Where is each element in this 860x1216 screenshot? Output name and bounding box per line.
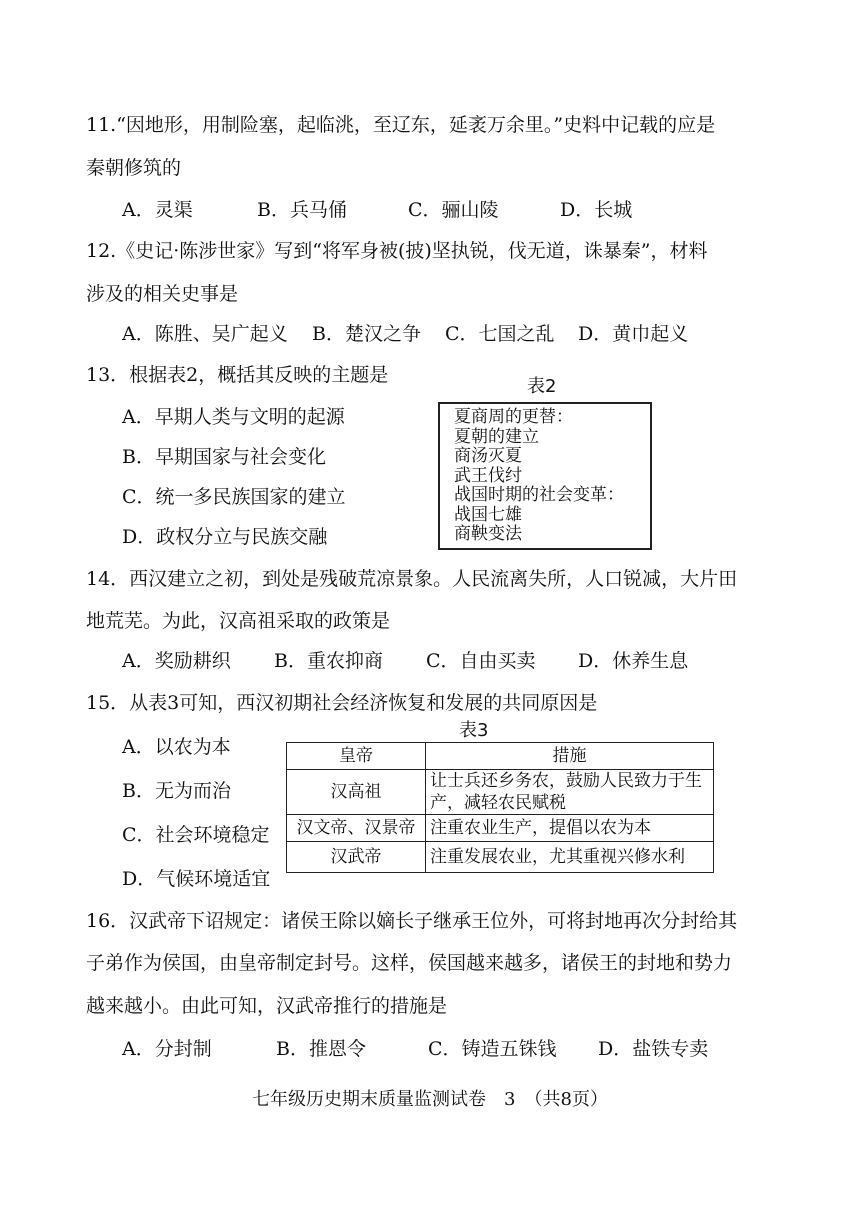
- q13-option-c: C．统一多民族国家的建立: [122, 486, 346, 508]
- q16-option-d: D．盐铁专卖: [598, 1038, 709, 1060]
- q12-option-a: A．陈胜、吴广起义: [122, 323, 288, 345]
- q14-option-a: A．奖励耕织: [122, 650, 231, 672]
- table3-header-emperor: 皇帝: [287, 743, 426, 770]
- q11-stem-line2: 秦朝修筑的: [86, 157, 182, 179]
- table2-line: 战国七雄: [454, 504, 522, 525]
- q15-option-c: C．社会环境稳定: [122, 824, 270, 846]
- q14-stem-line1: 14．西汉建立之初，到处是残破荒凉景象。人民流离失所，人口锐减，大片田: [86, 568, 738, 590]
- table3: [286, 742, 714, 873]
- q11-option-a: A．灵渠: [122, 199, 193, 221]
- table3-header-row: [287, 743, 714, 770]
- q15-stem: 15．从表3可知，西汉初期社会经济恢复和发展的共同原因是: [86, 692, 598, 714]
- q12-option-b: B．楚汉之争: [312, 323, 421, 345]
- table3-emperor-cell: 汉高祖: [287, 770, 426, 815]
- table3-measure-cell: 注重农业生产，提倡以农为本: [426, 815, 714, 842]
- table2-line: 商鞅变法: [454, 524, 522, 544]
- q11-stem-line1: 11.“因地形，用制险塞，起临洮，至辽东，延袤万余里。”史料中记载的应是: [86, 114, 716, 136]
- q11-option-b: B．兵马俑: [257, 199, 347, 221]
- q15-option-a: A．以农为本: [122, 736, 231, 758]
- table-row: [287, 770, 714, 815]
- table2-box: [438, 402, 652, 550]
- table2-caption: 表2: [527, 376, 557, 397]
- q12-option-c: C．七国之乱: [445, 323, 555, 345]
- q13-stem: 13．根据表2，概括其反映的主题是: [86, 364, 389, 386]
- table3-emperor-cell: 汉文帝、汉景帝: [287, 815, 426, 842]
- q14-option-d: D．休养生息: [578, 650, 689, 672]
- q13-option-a: A．早期人类与文明的起源: [122, 406, 345, 428]
- table2-line: 商汤灭夏: [454, 446, 522, 466]
- q12-option-d: D．黄巾起义: [578, 323, 689, 345]
- q11-option-d: D．长城: [560, 199, 633, 221]
- q12-stem-line2: 涉及的相关史事是: [86, 283, 239, 305]
- table2-line: 夏商周的更替：: [454, 407, 573, 427]
- q16-stem-line3: 越来越小。由此可知，汉武帝推行的措施是: [86, 995, 448, 1017]
- table3-measure-cell: 注重发展农业，尤其重视兴修水利: [426, 842, 714, 873]
- q15-option-d: D．气候环境适宜: [122, 868, 271, 890]
- q13-option-d: D．政权分立与民族交融: [122, 526, 328, 548]
- q14-option-b: B．重农抑商: [274, 650, 383, 672]
- q16-option-c: C．铸造五铢钱: [428, 1038, 557, 1060]
- q14-option-c: C．自由买卖: [426, 650, 536, 672]
- table2-line: 武王伐纣: [454, 465, 522, 486]
- table3-emperor-cell: 汉武帝: [287, 842, 426, 873]
- page-footer: 七年级历史期末质量监测试卷 3 （共8页）: [252, 1089, 608, 1110]
- table3-measure-cell: 让士兵还乡务农，鼓励人民致力于生产，减轻农民赋税: [426, 770, 714, 815]
- q15-option-b: B．无为而治: [122, 780, 231, 802]
- q16-option-a: A．分封制: [122, 1038, 212, 1060]
- table2-line: 战国时期的社会变革：: [454, 485, 624, 505]
- q11-option-c: C．骊山陵: [408, 199, 499, 221]
- q13-option-b: B．早期国家与社会变化: [122, 446, 326, 468]
- q16-stem-line1: 16．汉武帝下诏规定：诸侯王除以嫡长子继承王位外，可将封地再次分封给其: [86, 910, 738, 932]
- table2-line: 夏朝的建立: [454, 426, 539, 447]
- table-row: [287, 815, 714, 842]
- q14-stem-line2: 地荒芜。为此，汉高祖采取的政策是: [86, 610, 391, 632]
- table3-header-measures: 措施: [426, 743, 714, 770]
- q16-option-b: B．推恩令: [276, 1038, 366, 1060]
- q12-stem-line1: 12.《史记·陈涉世家》写到“将军身被(披)坚执锐，伐无道，诛暴秦”，材料: [86, 240, 708, 262]
- table3-caption: 表3: [459, 720, 489, 741]
- table-row: [287, 842, 714, 873]
- q16-stem-line2: 子弟作为侯国，由皇帝制定封号。这样，侯国越来越多，诸侯王的封地和势力: [86, 952, 733, 974]
